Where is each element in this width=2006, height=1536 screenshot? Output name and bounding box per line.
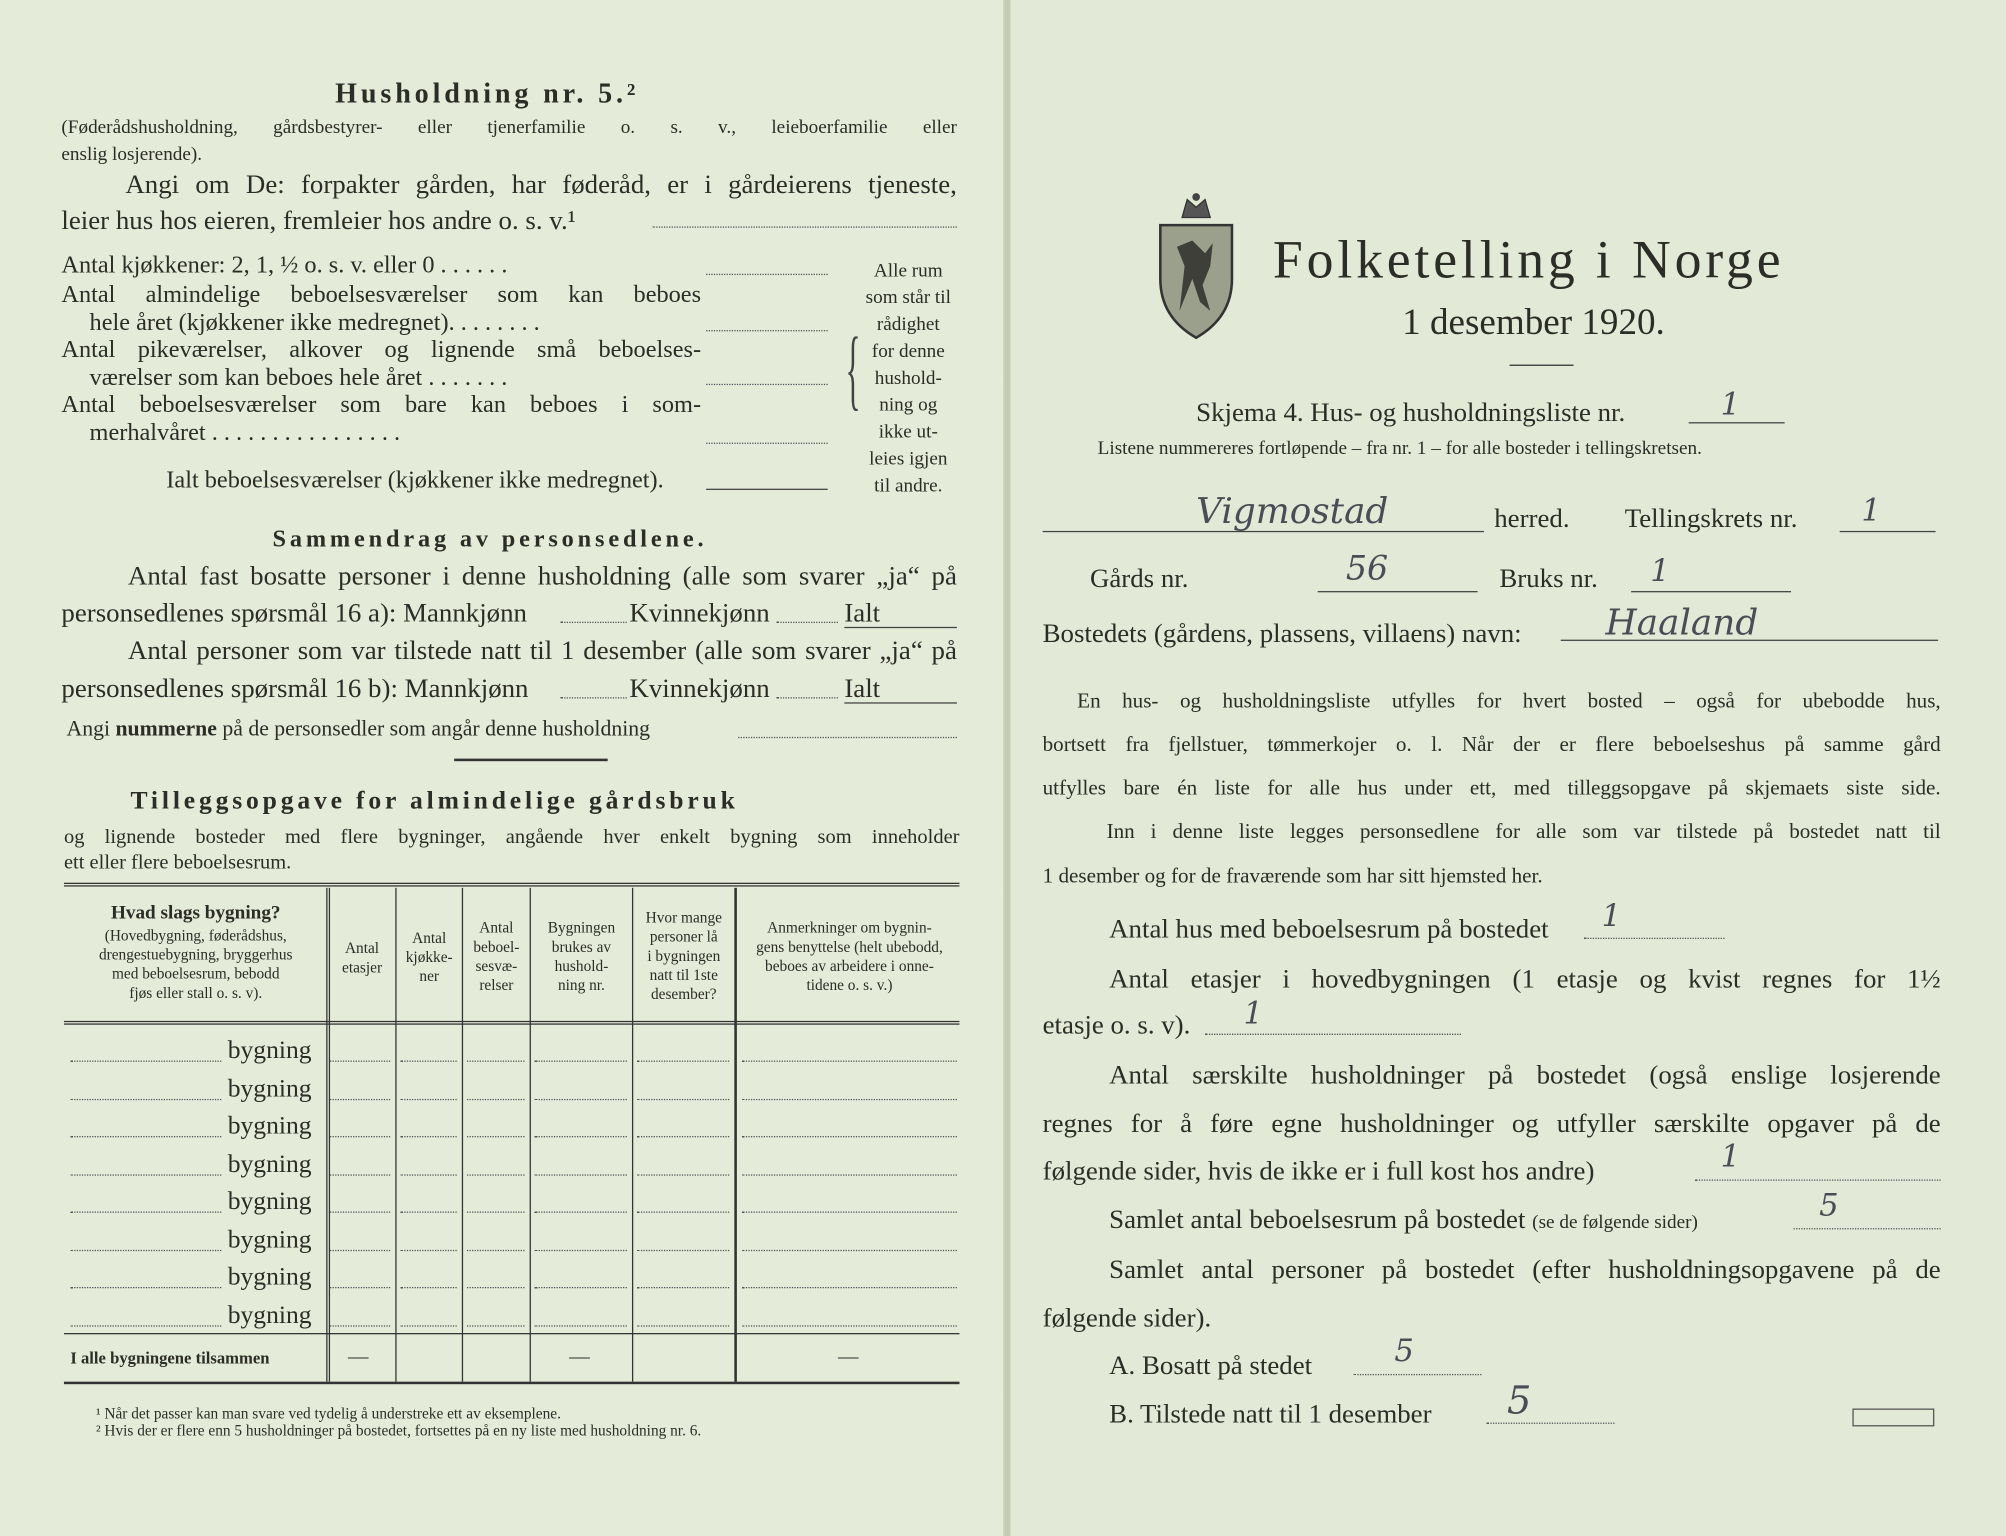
rooms-line: værelser som kan beboes hele året . . . . . . . (89, 364, 508, 392)
header-text: Antal (479, 918, 514, 937)
header-text: ning nr. (557, 976, 605, 995)
row-label: bygning (227, 1262, 312, 1291)
brace-note-line: for denne (871, 341, 945, 363)
header-text: Hvad slags bygning? (110, 903, 281, 924)
instruction-line: Inn i denne liste legges personsedlene for alle som var tilstede på bostedet natt til (1106, 818, 1941, 844)
table-cell-field[interactable] (535, 1098, 627, 1099)
table-cell-field[interactable] (467, 1061, 525, 1062)
table-border (64, 1382, 960, 1385)
q-rooms-label (1109, 1204, 1698, 1236)
list-number-value: 1 (1720, 386, 1741, 423)
bruks-label: Bruks nr. (1499, 562, 1598, 594)
table-cell-field[interactable] (467, 1211, 525, 1212)
brace-icon: { (845, 321, 861, 420)
header-text: Hvor mange (645, 908, 722, 927)
table-row (70, 1036, 966, 1073)
footnote: ¹ Når det passer kan man svare ved tydelig å understreke ett av eksemplene. (95, 1404, 561, 1423)
intro-line: (Føderådshusholdning, gårdsbestyrer- eller tjenerfamilie o. s. v., leieboerfamilie eller (61, 117, 957, 139)
brace-note-line: ikke ut- (878, 422, 938, 443)
row-label: bygning (227, 1300, 312, 1329)
header-floors (329, 939, 396, 977)
table-cell-field[interactable] (330, 1174, 390, 1175)
total-cell: — (569, 1345, 590, 1368)
table-cell-field[interactable] (400, 1211, 456, 1212)
brace-note-line: ning og (879, 395, 938, 416)
building-type-field[interactable] (70, 1098, 221, 1099)
list-number-field[interactable] (1689, 422, 1785, 423)
divider (454, 759, 608, 762)
table-cell-field[interactable] (330, 1325, 390, 1326)
table-cell-field[interactable] (330, 1287, 390, 1288)
building-type-field[interactable] (70, 1325, 221, 1326)
brace-note-line: til andre. (874, 475, 943, 497)
q-persons-label: Samlet antal personer på bostedet (efter husholdningsopgavene på de (1109, 1253, 1941, 1285)
q-persons-label: følgende sider). (1042, 1302, 1212, 1334)
table-cell-field[interactable] (637, 1211, 729, 1212)
table-cell-field[interactable] (400, 1174, 456, 1175)
building-type-field[interactable] (70, 1174, 221, 1175)
header-persons (633, 908, 734, 1004)
gards-value: 56 (1345, 550, 1389, 589)
summary-line: personsedlenes spørsmål 16 b): Mannkjønn (61, 672, 529, 704)
table-cell-field[interactable] (330, 1211, 390, 1212)
extra-intro-line: ett eller flere beboelsesrum. (63, 852, 292, 874)
table-cell-field[interactable] (400, 1325, 456, 1326)
small-rooms-field[interactable] (706, 384, 828, 385)
table-border (64, 1021, 960, 1025)
table-cell-field[interactable] (637, 1325, 729, 1326)
person-numbers-field[interactable] (738, 737, 957, 738)
table-cell-field[interactable] (467, 1174, 525, 1175)
table-cell-field[interactable] (467, 1325, 525, 1326)
table-cell-field[interactable] (400, 1098, 456, 1099)
krets-label: Tellingskrets nr. (1624, 502, 1798, 534)
rooms-field[interactable] (706, 330, 828, 331)
krets-field[interactable] (1840, 531, 1936, 532)
footnote: ² Hvis der er flere enn 5 husholdninger på bostedet, fortsettes på en ny liste med husholdning nr. 6. (95, 1421, 702, 1440)
brace-note-line: rådighet (876, 314, 940, 336)
female-fixed-field[interactable] (777, 622, 838, 623)
table-cell-field[interactable] (535, 1249, 627, 1250)
q-rooms-value: 5 (1819, 1187, 1839, 1224)
header-text: i bygningen (647, 946, 721, 965)
table-cell-field[interactable] (742, 1061, 957, 1062)
a-field[interactable] (1353, 1374, 1481, 1375)
row-label: bygning (227, 1187, 312, 1216)
herred-value: Vigmostad (1196, 489, 1389, 533)
listene-note: Listene nummereres fortløpende – fra nr. 1 – for alle bosteder i tellingskretsen. (1097, 438, 1702, 460)
building-type-field[interactable] (70, 1287, 221, 1288)
brace-note-line: hushold- (874, 368, 942, 389)
form-date: 1 desember 1920. (1402, 301, 1665, 343)
table-cell-field[interactable] (330, 1136, 390, 1137)
table-cell-field[interactable] (467, 1249, 525, 1250)
table-row (70, 1112, 966, 1149)
header-text: (Hovedbygning, føderådshus, (104, 926, 287, 945)
header-text: kjøkke- (405, 947, 453, 966)
table-cell-field[interactable] (467, 1136, 525, 1137)
intro-line: enslig losjerende). (61, 144, 203, 166)
table-cell-field[interactable] (637, 1136, 729, 1137)
header-rooms (463, 919, 530, 996)
gards-label: Gårds nr. (1089, 562, 1189, 594)
herred-label: herred. (1494, 502, 1570, 534)
a-value: 5 (1394, 1333, 1414, 1369)
q-houses-label: Antal hus med beboelsesrum på bostedet (1109, 913, 1549, 945)
q-households-field[interactable] (1695, 1180, 1941, 1181)
bruks-value: 1 (1650, 552, 1670, 589)
header-text: etasjer (342, 958, 383, 977)
header-building-type (70, 902, 321, 1003)
extra-intro-line: og lignende bosteder med flere bygninger, angående hver enkelt bygning som inneholder (63, 826, 960, 849)
brace-note-line: Alle rum (873, 260, 943, 282)
krets-value: 1 (1861, 492, 1881, 529)
header-text: brukes av (551, 937, 612, 956)
table-border (64, 883, 960, 887)
q-floors-field[interactable] (1205, 1034, 1461, 1035)
household-title: Husholdning nr. 5.² (335, 76, 640, 109)
table-cell-field[interactable] (330, 1061, 390, 1062)
header-text: desember? (650, 985, 717, 1003)
table-row (70, 1074, 966, 1111)
text: nummerne (115, 716, 217, 741)
q-households-value: 1 (1720, 1138, 1741, 1175)
table-cell-field[interactable] (637, 1174, 729, 1175)
header-text: fjøs eller stall o. s. v). (129, 983, 263, 1002)
header-text: sesvæ- (475, 956, 518, 975)
table-cell-field[interactable] (535, 1136, 627, 1137)
header-text: beboel- (473, 937, 520, 956)
b-label: B. Tilstede natt til 1 desember (1109, 1398, 1432, 1429)
table-cell-field[interactable] (637, 1287, 729, 1288)
table-cell-field[interactable] (742, 1287, 957, 1288)
male-fixed-field[interactable] (560, 622, 627, 623)
header-text: personer lå (649, 927, 718, 946)
table-row (70, 1149, 966, 1186)
table-cell-field[interactable] (330, 1249, 390, 1250)
q-floors-value: 1 (1243, 995, 1264, 1032)
table-cell-field[interactable] (742, 1325, 957, 1326)
brace-note-line: som står til (865, 287, 951, 309)
text: (se de følgende sider) (1532, 1212, 1698, 1234)
table-cell-field[interactable] (637, 1098, 729, 1099)
q-rooms-field[interactable] (1794, 1228, 1941, 1229)
rooms-line: hele året (kjøkkener ikke medregnet). . . . . . . . (89, 309, 540, 337)
table-cell-field[interactable] (742, 1136, 957, 1137)
header-text: Antal (344, 939, 380, 957)
header-kitchens (397, 929, 462, 987)
header-text: Anmerkninger om bygnin- (767, 918, 932, 937)
total-cell: — (837, 1345, 859, 1368)
table-cell-field[interactable] (467, 1287, 525, 1288)
total-label: I alle bygningene tilsammen (70, 1348, 270, 1368)
gards-field[interactable] (1318, 591, 1478, 592)
table-cell-field[interactable] (742, 1174, 957, 1175)
angi-nummerne (67, 716, 650, 742)
header-text: Bygningen (547, 918, 616, 937)
brace-note (855, 258, 962, 500)
summary-line: Antal fast bosatte personer i denne husholdning (alle som svarer „ja“ på (127, 560, 957, 592)
table-cell-field[interactable] (535, 1061, 627, 1062)
table-cell-field[interactable] (400, 1287, 456, 1288)
q-households-label: Antal særskilte husholdninger på bostedet (også enslige losjerende (1109, 1059, 1941, 1090)
kitchens-field[interactable] (706, 274, 828, 275)
header-household (531, 919, 632, 996)
b-value: 5 (1507, 1379, 1532, 1424)
printer-stamp (1852, 1409, 1934, 1427)
rooms-line: merhalvåret . . . . . . . . . . . . . . . . (89, 419, 401, 447)
right-page (1011, 0, 2006, 1536)
text: Samlet antal beboelsesrum på bostedet (1109, 1203, 1526, 1235)
total-cell: — (347, 1345, 369, 1368)
q-houses-field[interactable] (1584, 938, 1725, 939)
summary-line: Kvinnekjønn (629, 597, 770, 629)
table-cell-field[interactable] (535, 1174, 627, 1175)
total-present-field[interactable] (844, 702, 957, 703)
male-present-field[interactable] (560, 697, 627, 698)
extra-title: Tilleggsopgave for almindelige gårdsbruk (130, 786, 739, 815)
building-type-field[interactable] (70, 1211, 221, 1212)
table-cell-field[interactable] (742, 1249, 957, 1250)
q-floors-label: Antal etasjer i hovedbygningen (1 etasje og kvist regnes for 1½ (1109, 963, 1941, 995)
rooms-line: Ialt beboelsesværelser (kjøkkener ikke medregnet). (166, 466, 664, 494)
coat-of-arms-icon (1154, 189, 1238, 340)
table-cell-field[interactable] (637, 1249, 729, 1250)
header-text: natt til 1ste (649, 965, 718, 984)
table-cell-field[interactable] (535, 1211, 627, 1212)
rooms-line: Antal almindelige beboelsesværelser som kan beboes (61, 281, 702, 309)
q-houses-value: 1 (1601, 898, 1622, 934)
table-cell-field[interactable] (742, 1098, 957, 1099)
total-fixed-field[interactable] (844, 627, 957, 628)
table-cell-field[interactable] (330, 1098, 390, 1099)
table-row (70, 1225, 966, 1262)
schema-label: Skjema 4. Hus- og husholdningsliste nr. (1196, 396, 1626, 428)
divider (1510, 365, 1574, 366)
table-cell-field[interactable] (535, 1325, 627, 1326)
summary-line: Kvinnekjønn (629, 672, 770, 704)
rooms-line: Antal pikeværelser, alkover og lignende små beboelses- (61, 336, 702, 364)
table-cell-field[interactable] (742, 1211, 957, 1212)
text: på de personsedler som angår denne husholdning (222, 716, 650, 741)
instruction-line: bortsett fra fjellstuer, tømmerkojer o. l. Når der er flere beboelseshus på samme gård (1042, 731, 1941, 757)
instruction-line: utfylles bare én liste for alle hus under ett, med tilleggsopgave på skjemaets siste side. (1042, 775, 1941, 800)
b-field[interactable] (1487, 1423, 1615, 1424)
rooms-line: Antal beboelsesværelser som bare kan beboes i som- (61, 391, 702, 419)
table-cell-field[interactable] (400, 1061, 456, 1062)
header-text: Antal (412, 928, 447, 947)
table-cell-field[interactable] (637, 1061, 729, 1062)
table-cell-field[interactable] (467, 1098, 525, 1099)
answer-line[interactable] (652, 226, 956, 227)
building-type-field[interactable] (70, 1249, 221, 1250)
building-type-field[interactable] (70, 1061, 221, 1062)
table-cell-field[interactable] (400, 1249, 456, 1250)
row-label: bygning (227, 1073, 312, 1103)
header-text: beboes av arbeidere i onne- (765, 956, 934, 975)
header-text: tidene o. s. v.) (806, 976, 893, 995)
q-floors-label: etasje o. s. v). (1042, 1009, 1191, 1041)
text: Angi (66, 716, 111, 741)
summary-line: Antal personer som var tilstede natt til 1 desember (alle som svarer „ja“ på (127, 634, 957, 666)
rooms-line: Antal kjøkkener: 2, 1, ½ o. s. v. eller 0 . . . . . . (61, 252, 508, 279)
header-text: ner (419, 967, 439, 986)
summary-line: Ialt (844, 597, 881, 629)
header-text: hushold- (554, 956, 609, 975)
row-label: bygning (227, 1149, 312, 1178)
building-type-field[interactable] (70, 1136, 221, 1137)
row-label: bygning (227, 1036, 312, 1065)
row-label: bygning (227, 1224, 312, 1254)
header-text: med beboelsesrum, bebodd (111, 964, 280, 983)
table-cell-field[interactable] (400, 1136, 456, 1137)
a-label: A. Bosatt på stedet (1109, 1349, 1313, 1381)
summary-line: Ialt (844, 672, 881, 704)
instruction-line: En hus- og husholdningsliste utfylles for hvert bosted – også for ubebodde hus, (1077, 688, 1941, 713)
form-title: Folketelling i Norge (1272, 231, 1785, 291)
summary-title: Sammendrag av personsedlene. (272, 525, 708, 553)
q-households-label: følgende sider, hvis de ikke er i full kost hos andre) (1042, 1155, 1595, 1186)
header-text: relser (479, 976, 514, 995)
bruks-field[interactable] (1631, 591, 1791, 592)
q-households-label: regnes for å føre egne husholdninger og utfyller særskilte opgaver på de (1042, 1107, 1941, 1139)
total-rooms-field[interactable] (706, 489, 828, 490)
summary-line: personsedlenes spørsmål 16 a): Mannkjønn (61, 597, 527, 629)
header-text: gens benyttelse (helt ubebodd, (756, 937, 943, 956)
table-row (70, 1187, 966, 1224)
angi-line: leier hus hos eieren, fremleier hos andre o. s. v.¹ (61, 204, 576, 236)
brace-note-line: leies igjen (869, 449, 948, 470)
table-cell-field[interactable] (535, 1287, 627, 1288)
header-text: drengestuebygning, bryggerhus (98, 945, 293, 964)
instruction-line: 1 desember og for de fraværende som har sitt hjemsted her. (1042, 863, 1543, 888)
table-row (70, 1263, 966, 1300)
female-present-field[interactable] (777, 697, 838, 698)
bosted-value: Haaland (1605, 601, 1759, 644)
row-label: bygning (227, 1111, 312, 1140)
angi-line: Angi om De: forpakter gården, har føderåd, er i gårdeierens tjeneste, (125, 168, 957, 200)
bosted-label: Bostedets (gårdens, plassens, villaens) navn: (1042, 617, 1522, 649)
header-remarks (737, 919, 962, 996)
table-row (70, 1300, 966, 1337)
summer-rooms-field[interactable] (706, 443, 828, 444)
